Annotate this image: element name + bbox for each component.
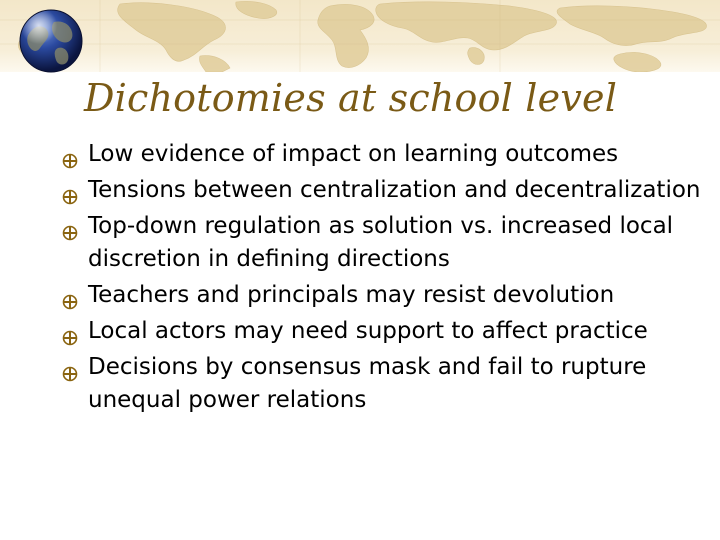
world-map-banner: [0, 0, 720, 72]
crosshair-circle-icon: [62, 218, 78, 234]
crosshair-circle-icon: [62, 287, 78, 303]
list-item: [62, 315, 702, 348]
globe-icon: [18, 8, 84, 74]
bullet-text: Local actors may need support to affect practice: [88, 318, 648, 344]
bullet-text: Teachers and principals may resist devolution: [88, 282, 615, 308]
crosshair-circle-icon: [62, 359, 78, 375]
crosshair-circle-icon: [62, 146, 78, 162]
crosshair-circle-icon: [62, 323, 78, 339]
slide-title: Dichotomies at school level: [84, 76, 618, 120]
bullet-text: Low evidence of impact on learning outcomes: [88, 141, 619, 167]
list-item: [62, 210, 702, 276]
list-item: [62, 138, 702, 171]
bullet-text: Tensions between centralization and decentralization: [88, 177, 701, 203]
list-item: [62, 279, 702, 312]
crosshair-circle-icon: [62, 182, 78, 198]
list-item: [62, 351, 702, 417]
bullet-text: Decisions by consensus mask and fail to rupture unequal power relations: [88, 354, 647, 413]
world-map-graphic: [0, 0, 720, 72]
list-item: [62, 174, 702, 207]
bullet-text: Top-down regulation as solution vs. increased local discretion in defining directions: [88, 213, 674, 272]
bullet-list: [62, 138, 702, 420]
